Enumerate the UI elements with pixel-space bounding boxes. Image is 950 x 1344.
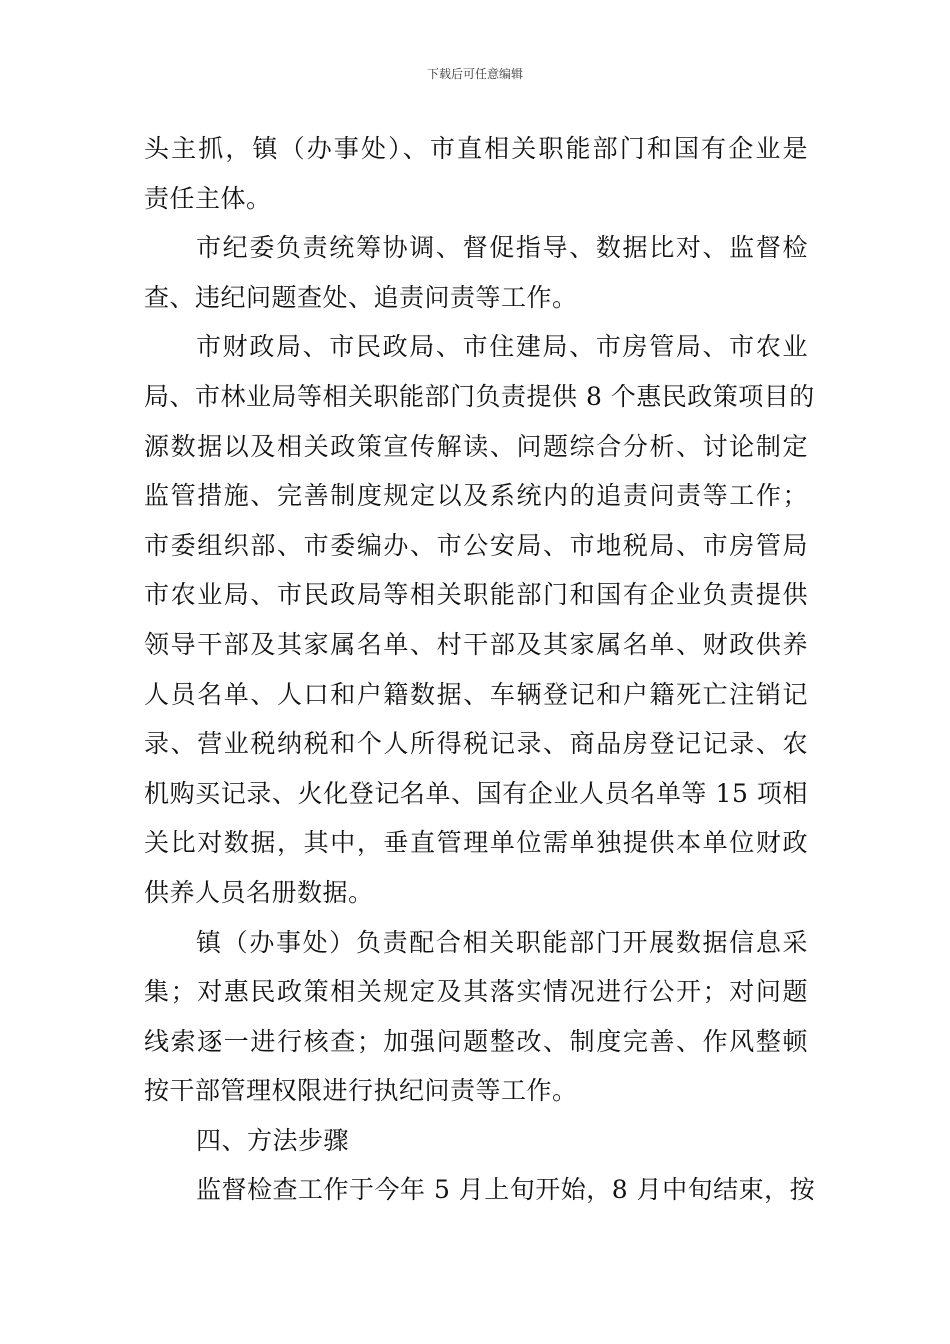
text-line: 市纪委负责统筹协调、督促指导、数据比对、监督检 xyxy=(196,233,808,263)
text-line: 市财政局、市民政局、市住建局、市房管局、市农业 xyxy=(196,332,808,362)
page-header: 下载后可任意编辑 xyxy=(426,67,523,81)
text-line: 市委组织部、市委编办、市公安局、市地税局、市房管局 xyxy=(144,530,808,560)
text-line: 责任主体。 xyxy=(144,183,272,213)
text-line: 录、营业税纳税和个人所得税记录、商品房登记记录、农 xyxy=(144,729,808,759)
text-line: 监管措施、完善制度规定以及系统内的追责问责等工作； xyxy=(144,481,808,511)
text-line: 人员名单、人口和户籍数据、车辆登记和户籍死亡注销记 xyxy=(144,679,808,709)
text-line: 供养人员名册数据。 xyxy=(144,877,374,907)
text-line: 监督检查工作于今年 5 月上旬开始，8 月中旬结束，按 xyxy=(196,1175,816,1205)
text-line: 镇（办事处）负责配合相关职能部门开展数据信息采 xyxy=(196,927,808,957)
text-line: 按干部管理权限进行执纪问责等工作。 xyxy=(144,1076,578,1106)
text-line: 头主抓，镇（办事处）、市直相关职能部门和国有企业是 xyxy=(144,134,808,163)
text-line: 集；对惠民政策相关规定及其落实情况进行公开；对问题 xyxy=(144,977,808,1007)
text-line: 局、市林业局等相关职能部门负责提供 8 个惠民政策项目的 xyxy=(144,381,815,411)
text-line: 机购买记录、火化登记名单、国有企业人员名单等 15 项相 xyxy=(144,778,808,808)
text-line: 线索逐一进行核查；加强问题整改、制度完善、作风整顿 xyxy=(144,1026,808,1056)
document-body xyxy=(144,124,816,1215)
text-line: 四、方法步骤 xyxy=(196,1125,350,1155)
text-line: 市农业局、市民政局等相关职能部门和国有企业负责提供 xyxy=(144,580,808,610)
text-line: 关比对数据，其中，垂直管理单位需单独提供本单位财政 xyxy=(144,828,808,858)
text-line: 查、违纪问题查处、追责问责等工作。 xyxy=(144,282,578,312)
text-line: 领导干部及其家属名单、村干部及其家属名单、财政供养 xyxy=(144,629,808,659)
text-line: 源数据以及相关政策宣传解读、问题综合分析、讨论制定 xyxy=(144,431,808,461)
